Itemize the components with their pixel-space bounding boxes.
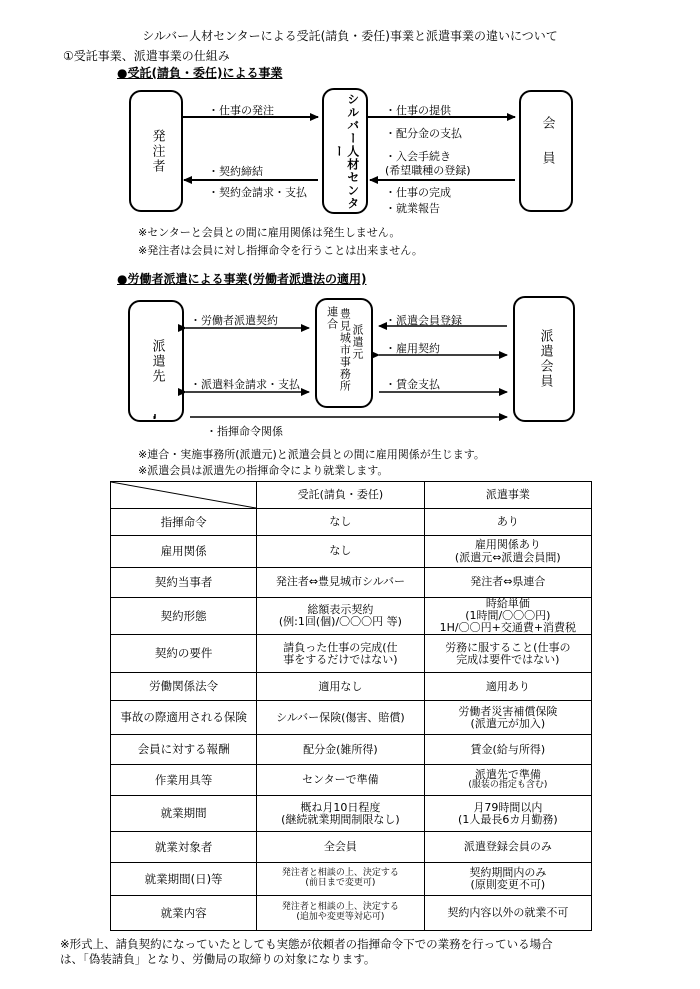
diagram1-note2: ※発注者は会員に対し指揮命令を行うことは出来ません。 [138, 244, 423, 257]
diagram2-note2: ※派遣会員は派遣先の指揮命令により就業します。 [138, 464, 389, 477]
row-header-line: 契約当事者 [154, 575, 213, 590]
dispatch-cell [424, 832, 591, 863]
dispatch-cell-line: (1時間/〇〇〇円) [465, 609, 551, 623]
table-row [111, 735, 592, 765]
dispatch-cell-line: 完成は要件ではない) [456, 652, 560, 666]
silver-center-label: シルバー人材センター [332, 92, 360, 210]
contract-cell [257, 536, 425, 568]
contract-cell-line: 全会員 [323, 840, 357, 854]
employment-contract-label: ・雇用契約 [385, 342, 440, 355]
contract-cell [257, 832, 425, 863]
dispatch-cell [424, 796, 591, 832]
document-title: シルバー人材センターによる受託(請負・委任)事業と派遣事業の違いについて [142, 29, 558, 43]
dispatch-cell-line: 発注者⇔県連合 [470, 575, 546, 589]
dispatch-cell-line: (1人最長6カ月勤務) [458, 812, 558, 826]
table-row [111, 635, 592, 673]
origin-col-office: 豊見城市事務所 [338, 308, 352, 392]
contract-cell-line: 発注者と相談の上、決定する [281, 902, 399, 913]
dispatch-cell [424, 509, 591, 536]
dispatch-cell-line: 賃金(給与所得) [470, 742, 546, 756]
table-row [111, 673, 592, 701]
dispatch-cell-line: 時給単価 [485, 597, 530, 610]
contract-cell-line: 発注者と相談の上、決定する [281, 868, 399, 879]
contract-cell [257, 635, 425, 673]
dispatch-fee-label: ・派遣料金請求・支払 [190, 378, 300, 391]
table-row [111, 568, 592, 598]
footnote-line1: ※形式上、請負契約になっていたとしても実態が依頼者の指揮命令下での業務を行っている場合 [60, 937, 553, 951]
row-header [111, 568, 257, 598]
contract-cell [257, 701, 425, 735]
contract-cell-line: (前日まで変更可) [305, 878, 376, 889]
contract-cell [257, 765, 425, 796]
dispatch-cell-line: 月79時間以内 [473, 800, 543, 814]
row-header-line: 就業期間 [160, 806, 207, 821]
dispatch-cell-line: (原則変更不可) [470, 878, 546, 892]
completion-label: ・仕事の完成 [385, 186, 451, 199]
billing-label: ・契約金請求・支払 [208, 186, 307, 199]
row-header [111, 896, 257, 931]
enroll-label: ・入会手続き [385, 150, 451, 163]
dispatch-cell [424, 896, 591, 931]
footnote-line2: は、「偽装請負」となり、労働局の取締りの対象になります。 [60, 951, 376, 966]
dispatch-cell-line: (服装の指定も含む) [468, 780, 548, 791]
contract-cell-line: センターで準備 [302, 773, 379, 787]
contract-cell-line: 事をするだけではない) [283, 652, 398, 666]
dispatch-cell-line: 労働者災害補償保険 [458, 704, 558, 718]
report-label: ・就業報告 [385, 202, 440, 215]
contract-cell [257, 673, 425, 701]
header-dispatch: 派遣事業 [424, 482, 591, 509]
row-header-line: 就業対象者 [154, 839, 213, 854]
contract-cell-line: 請負った仕事の完成(仕 [283, 640, 398, 654]
row-header [111, 673, 257, 701]
row-header-line: 事故の際適用される保険 [120, 710, 247, 725]
dispatch-cell [424, 635, 591, 673]
table-row [111, 701, 592, 735]
row-header [111, 765, 257, 796]
footnote [60, 937, 553, 967]
dispatch-cell [424, 863, 591, 896]
contract-cell-line: なし [329, 544, 352, 558]
contract-cell [257, 896, 425, 931]
command-relation-label: ・指揮命令関係 [206, 425, 283, 438]
contract-cell-line: 適用なし [318, 679, 363, 693]
row-header [111, 863, 257, 896]
table-row [111, 796, 592, 832]
table-row [111, 832, 592, 863]
row-header-line: 指揮命令 [160, 514, 207, 529]
dispatch-contract-label: ・労働者派遣契約 [190, 314, 278, 327]
contract-cell-line: シルバー保険(傷害、賠償) [276, 710, 405, 724]
origin-col-rengo: 連合 [325, 306, 339, 330]
row-header [111, 536, 257, 568]
row-header [111, 735, 257, 765]
member-box-label: 会員 [539, 116, 555, 186]
contract-cell-line: (例:1回(個)/〇〇〇円 等) [278, 615, 402, 629]
dispatch-cell-line: 派遣登録会員のみ [463, 840, 552, 854]
dispatch-cell [424, 735, 591, 765]
dispatch-cell-line: (派遣元が加入) [470, 716, 546, 730]
member-register-label: ・派遣会員登録 [385, 314, 462, 327]
contract-cell-line: (継続就業期間制限なし) [281, 812, 400, 826]
corner-cell [111, 482, 257, 509]
dispatch-cell-line: 労務に服すること(仕事の [445, 640, 571, 654]
contract-cell [257, 863, 425, 896]
table-row [111, 509, 592, 536]
comparison-table [110, 481, 592, 931]
client-box-label: 発注者 [149, 128, 165, 174]
row-header-line: 労働関係法令 [149, 679, 219, 694]
enroll-sub-label: (希望職種の登録) [385, 164, 471, 177]
dispatch-cell-line: 適用あり [485, 679, 530, 693]
dispatch-cell-line: 雇用関係あり [474, 538, 541, 552]
row-header [111, 701, 257, 735]
header-contract: 受託(請負・委任) [257, 482, 425, 509]
row-header-line: 契約形態 [160, 608, 207, 623]
dispatch-cell-line: 派遣先で準備 [474, 768, 541, 782]
row-header-line: 作業用具等 [154, 772, 213, 787]
contract-cell-line: 総額表示契約 [307, 603, 374, 617]
diagram2-heading: ●労働者派遣による事業(労働者派遣法の適用) [117, 272, 367, 286]
dispatch-member-label: 派遣会員 [537, 329, 553, 389]
dispatch-cell [424, 598, 591, 635]
diagram1-note1: ※センターと会員との間に雇用関係は発生しません。 [138, 226, 401, 239]
contract-cell-line: 概ね月10日程度 [300, 800, 381, 814]
origin-col-haken: 派遣元 [350, 324, 364, 360]
contract-cell [257, 598, 425, 635]
contract-cell [257, 568, 425, 598]
dispatch-cell-line: 契約期間内のみ [469, 866, 547, 880]
contract-cell-line: 発注者⇔豊見城市シルバー [275, 575, 405, 589]
contract-cell [257, 796, 425, 832]
row-header [111, 832, 257, 863]
dispatch-cell [424, 765, 591, 796]
wage-label: ・賃金支払 [385, 378, 440, 391]
distribution-label: ・配分金の支払 [385, 127, 462, 140]
row-header-line: 就業期間(日)等 [144, 871, 223, 886]
contract-cell-line: なし [329, 514, 352, 528]
dispatch-cell [424, 536, 591, 568]
work-provide-label: ・仕事の提供 [385, 104, 451, 117]
contract-cell [257, 735, 425, 765]
dispatch-cell-line: あり [496, 514, 519, 528]
row-header-line: 就業内容 [160, 905, 207, 920]
dispatch-cell-line: 1H/〇〇円+交通費+消費税 [439, 621, 577, 635]
contract-cell [257, 509, 425, 536]
section-heading: ①受託事業、派遣事業の仕組み [63, 49, 230, 63]
dispatch-dest-label: 派遣先 [149, 338, 165, 384]
row-header-line: 契約の要件 [154, 646, 213, 661]
contract-cell-line: 配分金(雑所得) [303, 742, 378, 756]
dispatch-cell-line: (派遣元⇔派遣会員間) [454, 550, 561, 564]
order-label: ・仕事の発注 [208, 104, 274, 117]
table-row [111, 536, 592, 568]
dispatch-cell-line: 契約内容以外の就業不可 [447, 906, 569, 920]
row-header [111, 635, 257, 673]
dispatch-cell [424, 673, 591, 701]
dispatch-cell [424, 701, 591, 735]
table-row [111, 598, 592, 635]
dispatch-cell [424, 568, 591, 598]
row-header [111, 509, 257, 536]
table-row [111, 863, 592, 896]
row-header-line: 雇用関係 [160, 544, 207, 559]
table-header-row [111, 482, 592, 509]
table-row [111, 765, 592, 796]
table-row [111, 896, 592, 931]
contract-label: ・契約締結 [208, 165, 263, 178]
row-header [111, 598, 257, 635]
diagram2-note1: ※連合・実施事務所(派遣元)と派遣会員との間に雇用関係が生じます。 [138, 448, 485, 461]
diagram1-heading: ●受託(請負・委任)による事業 [117, 66, 283, 80]
row-header-line: 会員に対する報酬 [137, 742, 230, 757]
contract-cell-line: (追加や変更等対応可) [296, 912, 385, 923]
row-header [111, 796, 257, 832]
